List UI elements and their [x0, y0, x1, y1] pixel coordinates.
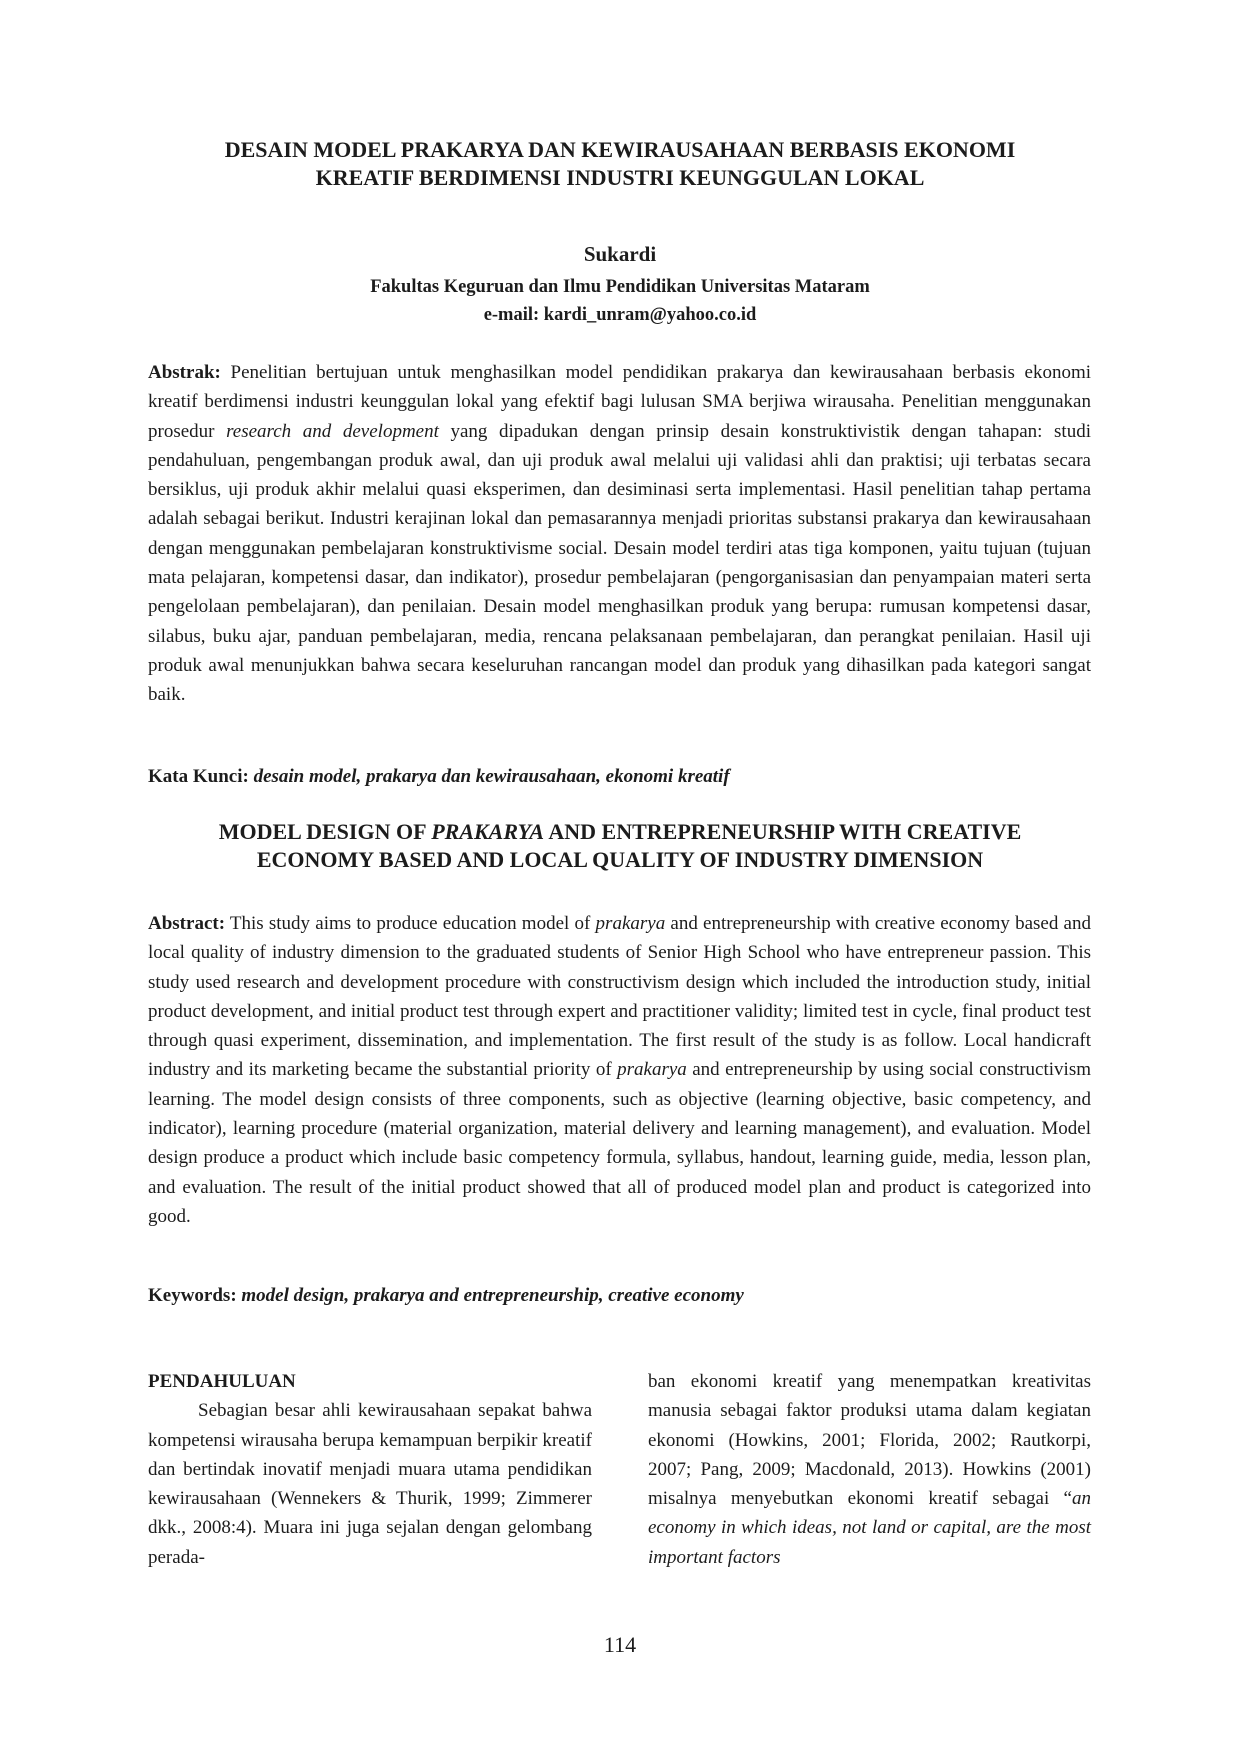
abstract-text: This study aims to produce education model of: [225, 913, 596, 934]
abstrak-italic-term: research and development: [226, 420, 439, 442]
abstrak-text: Penelitian bertujuan untuk menghasilkan model pendidikan prakarya dan kewirausahaan berbasis ekonomi kreatif berdimensi industri keunggulan lokal yang efektif bagi lulusan SMA berjiwa wirausaha. Penelitian menggunakan prosedur: [148, 362, 1091, 442]
keywords-label: Keywords:: [148, 1285, 237, 1306]
abstract-text: and entrepreneurship with creative economy based and local quality of industry dimension to the graduated students of Senior High School who have entrepreneur passion. This study used research and development procedure with constructivism design which included the introduction study, initial product development, and initial product test through expert and practitioner validity; limited test in cycle, final product test through quasi experiment, dissemination, and implementation. The first result of the study is as follow. Local handicraft industry and its marketing became the substantial priority of: [148, 913, 1091, 1081]
title-italic-term: PRAKARYA: [431, 819, 545, 844]
abstract-label: Abstract:: [148, 913, 226, 934]
author-email: e-mail: kardi_unram@yahoo.co.id: [483, 305, 757, 325]
body-column-right: [648, 1367, 1091, 1572]
body-column-left: [148, 1367, 592, 1572]
body-text: ban ekonomi kreatif yang menempatkan kreativitas manusia sebagai faktor produksi utama dalam kegiatan ekonomi (Howkins, 2001; Florida, 2002; Rautkorpi, 2007; Pang, 2009; Macdonald, 2013). Howkins (2001) misalnya menyebutkan ekonomi kreatif sebagai “: [648, 1371, 1091, 1510]
keywords-value: model design, prakarya and entrepreneurship, creative economy: [236, 1285, 744, 1306]
title-line: [150, 818, 1090, 846]
abstract-italic-term: prakarya: [617, 1059, 687, 1081]
title-indonesian: [150, 136, 1090, 192]
title-line: ECONOMY BASED AND LOCAL QUALITY OF INDUSTRY DIMENSION: [256, 847, 984, 872]
abstrak-text: yang dipadukan dengan prinsip desain konstruktivistik dengan tahapan: studi pendahuluan, pengembangan produk awal, dan uji produk awal melalui uji validasi ahli dan praktisi; uji terbatas secara bersiklus, uji produk akhir melalui quasi eksperimen, dan desiminasi serta implementasi. Hasil penelitian tahap pertama adalah sebagai berikut. Industri kerajinan lokal dan pemasarannya menjadi prioritas substansi prakarya dan kewirausahaan dengan menggunakan pembelajaran konstruktivisme social. Desain model terdiri atas tiga komponen, yaitu tujuan (tujuan mata pelajaran, kompetensi dasar, dan indikator), prosedur pembelajaran (pengorganisasian dan penyampaian materi serta pengelolaan pembelajaran), dan penilaian. Desain model menghasilkan produk yang berupa: rumusan kompetensi dasar, silabus, buku ajar, panduan pembelajaran, media, rencana pelaksanaan pembelajaran, dan perangkat penilaian. Hasil uji produk awal menunjukkan bahwa secara keseluruhan rancangan model dan produk yang dihasilkan pada kategori sangat baik.: [148, 420, 1091, 706]
title-english: [150, 818, 1090, 874]
abstrak-paragraph: [148, 358, 1091, 710]
page-number: 114: [603, 1632, 637, 1657]
section-heading: PENDAHULUAN: [148, 1371, 296, 1392]
kata-kunci: [148, 763, 1091, 791]
abstract-italic-term: prakarya: [595, 913, 666, 934]
author-affiliation: Fakultas Keguruan dan Ilmu Pendidikan Universitas Mataram: [370, 277, 870, 297]
title-text: MODEL DESIGN OF: [218, 819, 432, 844]
body-paragraph: Sebagian besar ahli kewirausahaan sepakat bahwa kompetensi wirausaha berupa kemampuan berpikir kreatif dan bertindak inovatif menjadi muara utama pendidikan kewirausahaan (Wennekers & Thurik, 1999; Zimmerer dkk., 2008:4). Muara ini juga sejalan dengan gelombang perada-: [148, 1400, 592, 1568]
title-line: KREATIF BERDIMENSI INDUSTRI KEUNGGULAN LOKAL: [315, 165, 925, 190]
abstract-paragraph: [148, 909, 1091, 1231]
author-affiliation-block: [150, 273, 1090, 329]
author-name: Sukardi: [583, 242, 657, 266]
body-quote: an economy in which ideas, not land or capital, are the most important factors: [648, 1488, 1091, 1568]
abstrak-label: Abstrak:: [148, 362, 221, 383]
title-line: DESAIN MODEL PRAKARYA DAN KEWIRAUSAHAAN BERBASIS EKONOMI: [224, 137, 1016, 162]
abstract-text: and entrepreneurship by using social constructivism learning. The model design consists of three components, such as objective (learning objective, basic competency, and indicator), learning procedure (material organization, material delivery and learning management), and evaluation. Model design produce a product which include basic competency formula, syllabus, handout, learning guide, media, lesson plan, and evaluation. The result of the initial product showed that all of produced model plan and product is categorized into good.: [148, 1059, 1091, 1227]
body-paragraph: [648, 1367, 1091, 1572]
kata-kunci-value: desain model, prakarya dan kewirausahaan, ekonomi kreatif: [248, 766, 730, 787]
kata-kunci-label: Kata Kunci:: [148, 766, 249, 787]
title-text: AND ENTREPRENEURSHIP WITH CREATIVE: [544, 819, 1022, 844]
keywords: [148, 1282, 1091, 1310]
